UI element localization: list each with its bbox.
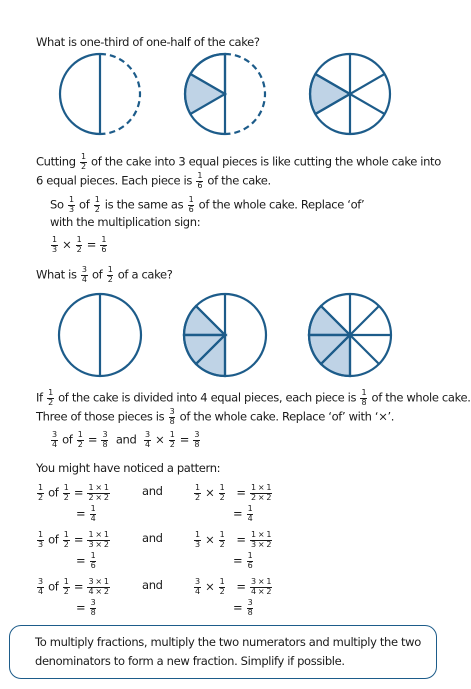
- so-line-2: with the multiplication sign:: [50, 215, 201, 229]
- pattern-row-1-left: $\frac{1}{2}$ of $\frac{1}{2}$ = $\frac{1 \times 1}{2 \times 2}$: [38, 483, 109, 502]
- explanation-line-1: Cutting $\frac{1}{2}$ of the cake into 3 equal pieces is like cutting the whole cake into: [36, 152, 441, 171]
- fraction: $\frac{1}{2}$: [76, 235, 82, 254]
- fraction: $\frac{1}{6}$: [101, 235, 107, 254]
- pattern-row-1-right-result: = $\frac{1}{4}$: [233, 504, 253, 523]
- fraction: $\frac{3}{4}$: [145, 430, 150, 449]
- explanation-line-4: Three of those pieces is $\frac{3}{8}$ of the whole cake. Replace ‘of’ with ‘×’.: [36, 407, 395, 426]
- pattern-row-1-and: and: [142, 484, 163, 498]
- pattern-row-3-and: and: [142, 578, 163, 592]
- pattern-row-2-right-result: = $\frac{1}{6}$: [233, 551, 253, 570]
- pattern-row-2-left: $\frac{1}{3}$ of $\frac{1}{2}$ = $\frac{1 \times 1}{3 \times 2}$: [38, 530, 109, 549]
- summary-line-2: denominators to form a new fraction. Simplify if possible.: [35, 654, 345, 668]
- fraction: $\frac{1}{2}$: [94, 195, 100, 214]
- fraction: $\frac{1}{2}$: [107, 265, 113, 284]
- cake-half-in-thirds: [185, 54, 265, 134]
- cake-halves: [59, 294, 141, 376]
- pattern-row-3-right: $\frac{3}{4}$ × $\frac{1}{2}$ = $\frac{3 \times 1}{4 \times 2}$: [195, 577, 272, 596]
- summary-line-1: To multiply fractions, multiply the two numerators and multiply the two: [35, 635, 421, 649]
- fraction: $\frac{1}{2}$: [77, 430, 83, 449]
- fraction: $\frac{1}{6}$: [197, 171, 203, 190]
- question-1: What is one-third of one-half of the cake?: [36, 35, 260, 49]
- pattern-row-3-left: $\frac{3}{4}$ of $\frac{1}{2}$ = $\frac{3 \times 1}{4 \times 2}$: [38, 577, 109, 596]
- equation-2: $\frac{3}{4}$ of $\frac{1}{2}$ = $\frac{3}{8}$ and $\frac{3}{4}$ × $\frac{1}{2}$ = $\frac{3}{8}$: [52, 430, 200, 449]
- fraction: $\frac{3}{8}$: [102, 430, 108, 449]
- cake-diagrams-row-2: [0, 280, 450, 390]
- fraction: $\frac{1}{2}$: [48, 388, 53, 407]
- cake-in-eighths: [309, 294, 391, 376]
- cake-in-sixths: [310, 54, 390, 134]
- fraction: $\frac{1}{3}$: [52, 235, 57, 254]
- pattern-row-2-left-result: = $\frac{1}{6}$: [76, 551, 96, 570]
- question-2: What is $\frac{3}{4}$ of $\frac{1}{2}$ of a cake?: [36, 265, 173, 284]
- explanation-line-2: 6 equal pieces. Each piece is $\frac{1}{6}$ of the cake.: [36, 171, 271, 190]
- fraction: $\frac{3}{4}$: [81, 265, 87, 284]
- pattern-row-2-and: and: [142, 531, 163, 545]
- summary-box: [9, 625, 437, 679]
- fraction: $\frac{1}{6}$: [188, 195, 194, 214]
- pattern-row-1-left-result: = $\frac{1}{4}$: [76, 504, 96, 523]
- fraction: $\frac{3}{8}$: [194, 430, 200, 449]
- fraction: $\frac{3}{4}$: [52, 430, 57, 449]
- pattern-intro: You might have noticed a pattern:: [36, 461, 221, 475]
- fraction: $\frac{3}{8}$: [169, 407, 175, 426]
- equation-1: $\frac{1}{3}$ × $\frac{1}{2}$ = $\frac{1}{6}$: [52, 235, 107, 254]
- explanation-line-3: If $\frac{1}{2}$ of the cake is divided into 4 equal pieces, each piece is $\frac{1}{8}$ of the whole cake.: [36, 388, 471, 407]
- fraction: $\frac{1}{2}$: [169, 430, 175, 449]
- pattern-row-1-right: $\frac{1}{2}$ × $\frac{1}{2}$ = $\frac{1 \times 1}{2 \times 2}$: [195, 483, 272, 502]
- pattern-row-3-right-result: = $\frac{3}{8}$: [233, 598, 253, 617]
- cake-half-in-quarters: [184, 294, 266, 376]
- pattern-row-2-right: $\frac{1}{3}$ × $\frac{1}{2}$ = $\frac{1 \times 1}{3 \times 2}$: [195, 530, 272, 549]
- fraction: $\frac{1}{2}$: [80, 152, 86, 171]
- fraction: $\frac{1}{3}$: [68, 195, 74, 214]
- so-line-1: So $\frac{1}{3}$ of $\frac{1}{2}$ is the same as $\frac{1}{6}$ of the whole cake. Replace ‘of’: [50, 195, 365, 214]
- cake-halves: [60, 54, 140, 134]
- fraction: $\frac{1}{8}$: [361, 388, 367, 407]
- cake-diagrams-row-1: [0, 0, 450, 150]
- pattern-row-3-left-result: = $\frac{3}{8}$: [76, 598, 96, 617]
